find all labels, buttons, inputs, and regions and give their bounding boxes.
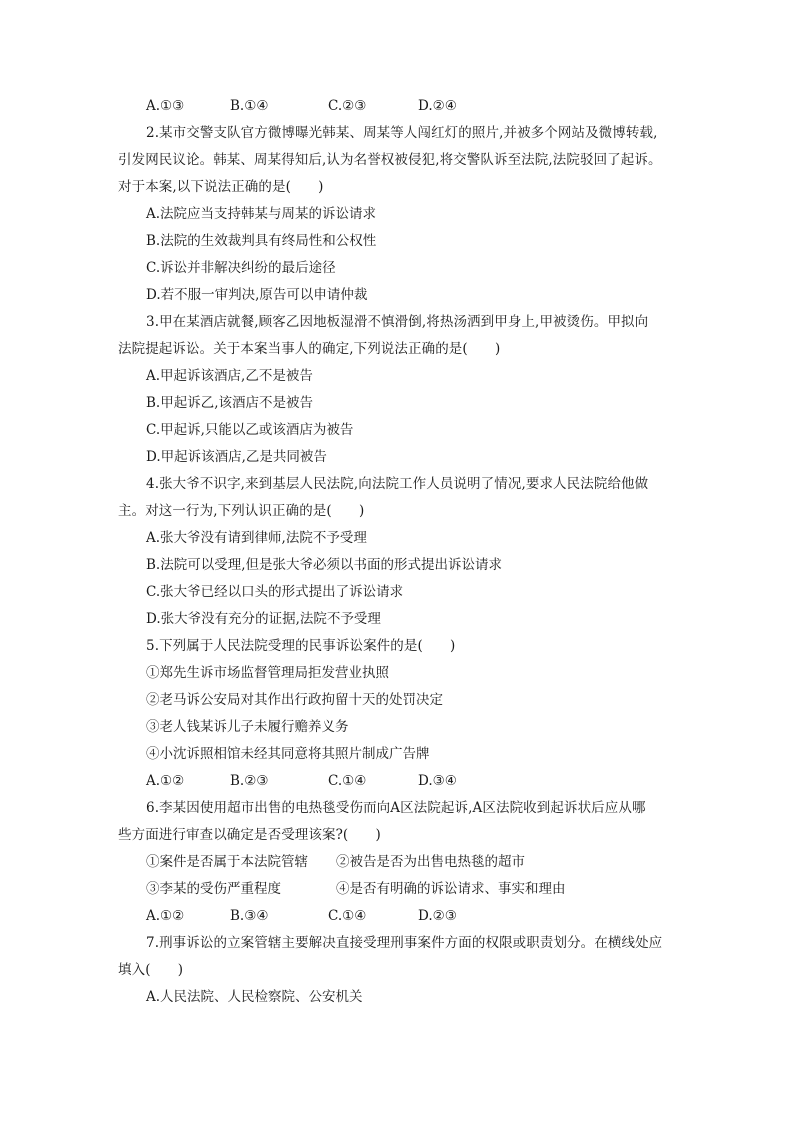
q6-item-2: ②被告是否为出售电热毯的超市 — [336, 854, 525, 870]
q3-option-c: C.甲起诉,只能以乙或该酒店为被告 — [146, 422, 354, 438]
q2-option-a: A.法院应当支持韩某与周某的诉讼请求 — [146, 206, 377, 222]
q3-option-d: D.甲起诉该酒店,乙是共同被告 — [146, 449, 327, 465]
q5-item-4: ④小沈诉照相馆未经其同意将其照片制成广告牌 — [146, 746, 430, 762]
q2-stem-line: 引发网民议论。韩某、周某得知后,认为名誉权被侵犯,将交警队诉至法院,法院驳回了起诉。 — [118, 152, 662, 168]
q6-stem-line: 些方面进行审查以确定是否受理该案?( ) — [118, 827, 381, 843]
q6-stem-line: 6.李某因使用超市出售的电热毯受伤而向A区法院起诉,A区法院收到起诉状后应从哪 — [146, 800, 646, 816]
choice-c: C.②③ — [328, 98, 367, 114]
q3-option-a: A.甲起诉该酒店,乙不是被告 — [146, 368, 313, 384]
q6-item-1: ①案件是否属于本法院管辖 — [146, 854, 308, 870]
choice-d: D.②④ — [418, 98, 457, 114]
choice-a: A.①③ — [146, 98, 185, 114]
q6-choice-row — [118, 903, 674, 930]
q6-item-row — [118, 876, 674, 903]
q6-item-row — [118, 849, 674, 876]
choice-c: C.①④ — [328, 773, 367, 789]
choice-b: B.③④ — [230, 908, 269, 924]
choice-b: B.②③ — [230, 773, 269, 789]
q3-stem-line: 法院提起诉讼。关于本案当事人的确定,下列说法正确的是( ) — [118, 341, 501, 357]
q3-option-b: B.甲起诉乙,该酒店不是被告 — [146, 395, 314, 411]
q6-item-3: ③李某的受伤严重程度 — [146, 881, 281, 897]
q4-option-b: B.法院可以受理,但是张大爷必须以书面的形式提出诉讼请求 — [146, 557, 503, 573]
q7-stem-line: 7.刑事诉讼的立案管辖主要解决直接受理刑事案件方面的权限或职责划分。在横线处应 — [146, 935, 663, 951]
q5-stem-line: 5.下列属于人民法院受理的民事诉讼案件的是( ) — [146, 638, 456, 654]
q4-option-c: C.张大爷已经以口头的形式提出了诉讼请求 — [146, 584, 404, 600]
q5-choice-row — [118, 768, 674, 795]
choice-d: D.③④ — [418, 773, 457, 789]
choice-row — [118, 93, 674, 120]
q5-item-3: ③老人钱某诉儿子未履行赡养义务 — [146, 719, 349, 735]
choice-d: D.②③ — [418, 908, 457, 924]
question-list — [118, 93, 674, 1011]
q5-item-2: ②老马诉公安局对其作出行政拘留十天的处罚决定 — [146, 692, 443, 708]
choice-c: C.①④ — [328, 908, 367, 924]
q7-option-a: A.人民法院、人民检察院、公安机关 — [146, 989, 363, 1005]
q4-stem-line: 主。对这一行为,下列认识正确的是( ) — [118, 503, 365, 519]
q4-option-d: D.张大爷没有充分的证据,法院不予受理 — [146, 611, 381, 627]
q4-stem-line: 4.张大爷不识字,来到基层人民法院,向法院工作人员说明了情况,要求人民法院给他做 — [146, 476, 649, 492]
q4-option-a: A.张大爷没有请到律师,法院不予受理 — [146, 530, 367, 546]
q2-stem-line: 对于本案,以下说法正确的是( ) — [118, 179, 324, 195]
q6-item-4: ④是否有明确的诉讼请求、事实和理由 — [336, 881, 566, 897]
q2-option-d: D.若不服一审判决,原告可以申请仲裁 — [146, 287, 368, 303]
q5-item-1: ①郑先生诉市场监督管理局拒发营业执照 — [146, 665, 389, 681]
choice-a: A.①② — [146, 908, 185, 924]
q2-stem-line: 2.某市交警支队官方微博曝光韩某、周某等人闯红灯的照片,并被多个网站及微博转载, — [146, 125, 658, 141]
q3-stem-line: 3.甲在某酒店就餐,顾客乙因地板湿滑不慎滑倒,将热汤洒到甲身上,甲被烫伤。甲拟向 — [146, 314, 649, 330]
q7-stem-line: 填入( ) — [118, 962, 184, 978]
q2-option-c: C.诉讼并非解决纠纷的最后途径 — [146, 260, 336, 276]
q2-option-b: B.法院的生效裁判具有终局性和公权性 — [146, 233, 377, 249]
choice-a: A.①② — [146, 773, 185, 789]
choice-b: B.①④ — [230, 98, 269, 114]
